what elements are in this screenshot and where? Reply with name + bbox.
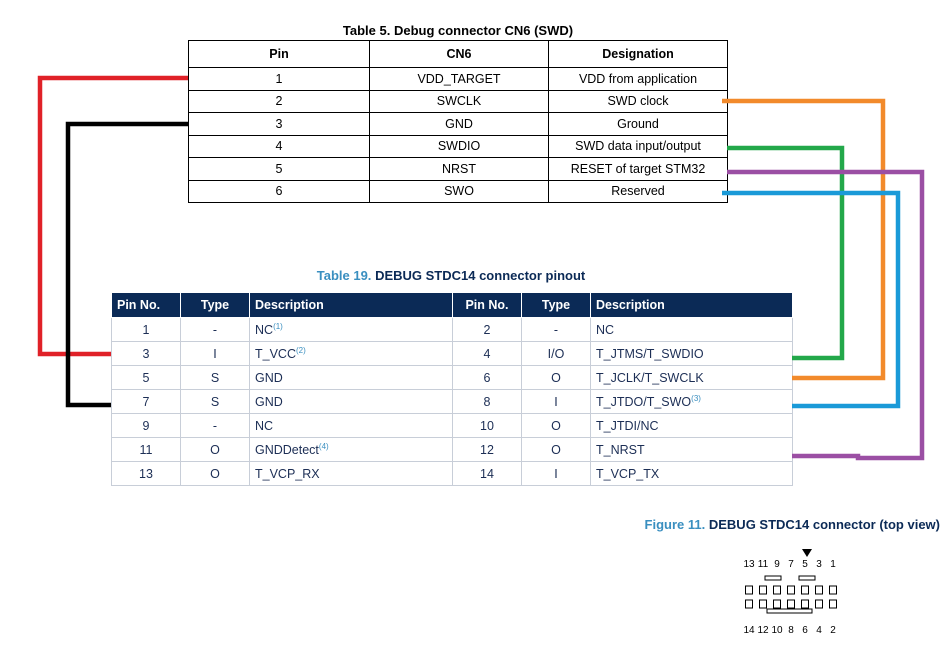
table19-header-desc-2: Description — [591, 293, 793, 318]
table5-cell: SWD clock — [549, 90, 728, 113]
table5-cell: SWDIO — [370, 135, 549, 158]
connector-key-left — [765, 576, 781, 580]
table5-cell: RESET of target STM32 — [549, 158, 728, 181]
table5-cell: 3 — [189, 113, 370, 136]
table5-cell: GND — [370, 113, 549, 136]
connector-pin-label: 10 — [771, 625, 783, 636]
table19-cell-text: T_VCP_TX — [596, 466, 660, 481]
table19-cell-text: GND — [255, 394, 283, 409]
connector-pin — [788, 600, 795, 608]
connector-pin — [746, 600, 753, 608]
table19-cell-text: I — [554, 466, 558, 481]
table5-cell: 2 — [189, 90, 370, 113]
table5-header-cn6: CN6 — [370, 41, 549, 68]
table5-header-designation: Designation — [549, 41, 728, 68]
connector-pins-bottom — [746, 600, 837, 608]
table5-title: Table 5. Debug connector CN6 (SWD) — [342, 23, 574, 38]
table5-cell: SWD data input/output — [549, 135, 728, 158]
connector-pin-label: 4 — [816, 625, 822, 636]
table19-cell-text: S — [210, 394, 220, 409]
table5-cell: Ground — [549, 113, 728, 136]
table19-header-pin-2: Pin No. — [453, 293, 522, 318]
wire-red-vdd — [40, 78, 188, 354]
table19-cell-text: NC — [255, 323, 274, 338]
table19-cell-text: NC — [255, 418, 274, 433]
connector-pin — [760, 586, 767, 594]
table19-cell-text: O — [210, 442, 220, 457]
table19-cell-text: T_VCC — [255, 347, 296, 362]
table19-cell-text: 14 — [480, 466, 494, 481]
table19-cell-text: - — [212, 418, 218, 433]
table19-cell-text: I/O — [547, 346, 565, 361]
connector-pin-label: 7 — [788, 559, 794, 570]
table19-cell-text: O — [551, 442, 561, 457]
figure11-title-text: DEBUG STDC14 connector (top view) — [708, 517, 940, 532]
table19-cell-text: T_NRST — [596, 442, 645, 457]
connector-pin-label: 2 — [830, 625, 836, 636]
table19-cell-text: 6 — [483, 370, 491, 385]
table19-cell-text: O — [551, 370, 561, 385]
table5-cell: 6 — [189, 180, 370, 203]
connector-key-right — [799, 576, 815, 580]
table5-cell: 5 — [189, 158, 370, 181]
footnote-ref: (4) — [318, 441, 329, 451]
wire-blue-swo — [722, 193, 898, 406]
table19-cell-text: T_JCLK/T_SWCLK — [596, 370, 704, 385]
connector-pin — [788, 586, 795, 594]
table19-cell-text: 5 — [142, 370, 150, 385]
table5-cell: 1 — [189, 68, 370, 91]
connector-key-bottom — [767, 609, 812, 613]
table19-cell-text: 3 — [142, 346, 150, 361]
connector-pins-top — [746, 586, 837, 594]
table19-header-desc-1: Description — [250, 293, 453, 318]
footnote-ref: (2) — [295, 345, 306, 355]
table19-cell-text: NC — [596, 322, 615, 337]
table5-cell: SWO — [370, 180, 549, 203]
table19-cell-text: 9 — [142, 418, 150, 433]
table5-cell: Reserved — [549, 180, 728, 203]
wire-black-gnd — [68, 124, 188, 405]
table19-header-type-2: Type — [522, 293, 591, 318]
table19-title-text: DEBUG STDC14 connector pinout — [375, 268, 586, 283]
wire-green-swdio — [727, 148, 842, 358]
table19-cell-text: I — [213, 346, 217, 361]
connector-pin — [816, 600, 823, 608]
table5-header-pin: Pin — [189, 41, 370, 68]
footnote-ref: (3) — [691, 393, 701, 403]
table19-cell-text: - — [212, 322, 218, 337]
connector-bottom-labels — [743, 625, 836, 636]
connector-pin-label: 12 — [757, 625, 769, 636]
stdc14-connector — [743, 549, 836, 636]
connector-pin — [774, 600, 781, 608]
table5-cell: VDD from application — [549, 68, 728, 91]
footnote-ref: (1) — [273, 321, 283, 331]
pin1-marker-icon — [802, 549, 812, 557]
connector-pin-label: 8 — [788, 625, 794, 636]
connector-top-labels — [743, 559, 836, 570]
table19-header-pin-1: Pin No. — [112, 293, 181, 318]
connector-pin — [802, 600, 809, 608]
table5-cell: NRST — [370, 158, 549, 181]
connector-pin — [830, 600, 837, 608]
wire-orange-swclk — [722, 101, 883, 378]
connector-pin-label: 9 — [774, 559, 780, 570]
table19-cell-text: 13 — [139, 466, 153, 481]
table19-title-prefix: Table 19. — [316, 268, 372, 283]
connector-pin-label: 13 — [743, 559, 755, 570]
connector-pin — [830, 586, 837, 594]
table19-cell-text: T_JTMS/T_SWDIO — [596, 346, 704, 361]
table5-cell: 4 — [189, 135, 370, 158]
connector-pin-label: 5 — [802, 559, 808, 570]
connector-pin — [746, 586, 753, 594]
table19-cell-text: T_VCP_RX — [255, 466, 320, 481]
table19-header-type-1: Type — [181, 293, 250, 318]
table5-cell: VDD_TARGET — [370, 68, 549, 91]
connector-pin — [774, 586, 781, 594]
table19-cell-text: 12 — [480, 442, 494, 457]
connector-pin — [760, 600, 767, 608]
table19-cell-text: 11 — [139, 442, 153, 457]
table19-cell-text: O — [210, 466, 220, 481]
table5-cell: SWCLK — [370, 90, 549, 113]
connector-pin-label: 3 — [816, 559, 822, 570]
table19-cell-text: S — [210, 370, 220, 385]
connector-pin-label: 6 — [802, 625, 808, 636]
table19-cell-text: T_JTDI/NC — [596, 418, 659, 433]
table19-cell-text: 4 — [483, 346, 491, 361]
table19-cell-text: I — [554, 394, 558, 409]
table19-cell-text: 10 — [480, 418, 494, 433]
table19-cell-text: GNDDetect — [255, 443, 319, 458]
connector-pin-label: 14 — [743, 625, 755, 636]
table19-cell-text: T_JTDO/T_SWO — [596, 395, 692, 410]
connector-pin-label: 1 — [830, 559, 836, 570]
wire-purple-nrst — [727, 172, 922, 458]
table19-cell-text: 2 — [483, 322, 491, 337]
table19-cell-text: 8 — [483, 394, 491, 409]
table19-cell-text: 7 — [142, 394, 150, 409]
table19-cell-text: GND — [255, 370, 283, 385]
table19-cell-text: - — [553, 322, 559, 337]
table19-cell-text: 1 — [142, 322, 150, 337]
connector-pin-label: 11 — [757, 559, 769, 570]
figure11-title-prefix: Figure 11. — [644, 517, 706, 532]
table19-cell-text: O — [551, 418, 561, 433]
connector-pin — [802, 586, 809, 594]
connector-pin — [816, 586, 823, 594]
